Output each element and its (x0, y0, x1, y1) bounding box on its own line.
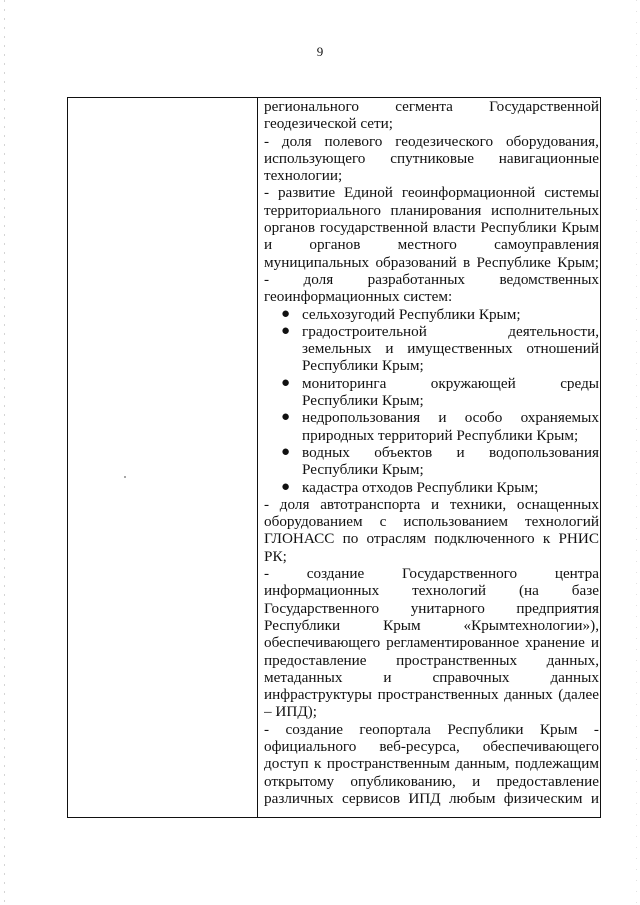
word: с (379, 513, 387, 531)
word: создание (306, 565, 365, 583)
text-line (264, 686, 599, 703)
word: автотранспорта (320, 495, 421, 513)
bullet-line (264, 479, 599, 496)
word: Республики (447, 720, 524, 738)
word: - (264, 184, 270, 202)
text-line (264, 392, 599, 409)
word: РНИС (558, 530, 599, 548)
justified-text (264, 790, 599, 807)
word: недропользования (302, 409, 421, 427)
word: - (264, 132, 270, 150)
word: данных, (546, 651, 599, 669)
text-line (264, 288, 599, 305)
word: и (430, 495, 440, 513)
word: геодезического (395, 132, 494, 150)
word: оборудованием (264, 513, 363, 531)
justified-text (264, 254, 599, 271)
line-text: геодезической сети; (264, 115, 393, 133)
line-text: Республики Крым; (302, 357, 424, 375)
word: Республики (264, 616, 341, 634)
word: деятельности, (508, 322, 599, 340)
word: хранение (525, 634, 585, 652)
word: Единой (343, 184, 393, 202)
text-line (264, 582, 599, 599)
text-line (264, 669, 599, 686)
bullet-line (264, 444, 599, 461)
bullet-icon: ● (281, 478, 291, 495)
justified-text (264, 738, 599, 755)
bullet-line (264, 375, 599, 392)
word: ИПД (408, 789, 441, 807)
word: водопользования (488, 443, 599, 461)
text-line (264, 115, 599, 132)
word: доля (303, 270, 334, 288)
word: по (342, 530, 359, 548)
text-line (264, 600, 599, 617)
justified-text (302, 409, 599, 426)
word: и (383, 668, 392, 686)
justified-text (264, 133, 599, 150)
text-line (264, 357, 599, 374)
word: разработанных (367, 270, 466, 288)
justified-text (264, 669, 599, 686)
page-number: 9 (316, 44, 324, 59)
text-line (264, 617, 599, 634)
bullet-line (264, 323, 599, 340)
text-line (264, 790, 599, 807)
word: (далее (558, 686, 599, 704)
word: Крым (539, 720, 578, 738)
justified-text (264, 686, 599, 703)
word: Республики (480, 219, 557, 237)
word: технологий (412, 582, 487, 600)
justified-text (302, 375, 599, 392)
word: самоуправления (494, 236, 599, 254)
bullet-line (264, 306, 599, 323)
word: базе (571, 582, 599, 600)
justified-text (264, 634, 599, 651)
word: метаданных (264, 668, 343, 686)
word: физическим (503, 789, 583, 807)
word: Государственной (489, 98, 599, 115)
word: - (264, 495, 270, 513)
word: предприятия (516, 599, 599, 617)
justified-text (264, 565, 599, 582)
bullet-icon: ● (281, 443, 291, 460)
column-divider (257, 98, 258, 817)
text-line (264, 236, 599, 253)
word: и (590, 634, 599, 652)
text-line (264, 513, 599, 530)
word: спутниковые (390, 149, 474, 167)
justified-text (264, 98, 599, 115)
justified-text (302, 340, 599, 357)
document-table (67, 97, 601, 818)
word: градостроительной (302, 322, 427, 340)
word: местного (397, 236, 457, 254)
word: власти (432, 219, 476, 237)
text-line (264, 254, 599, 271)
word: Крым; (557, 253, 599, 271)
line-text: Республики Крым; (302, 461, 424, 479)
word: Крым (383, 616, 421, 634)
word: образований (375, 253, 457, 271)
line-text: геоинформационных систем: (264, 288, 453, 306)
word: земельных (302, 340, 372, 358)
line-text: природных территорий Республики Крым; (302, 426, 579, 444)
justified-text (264, 184, 599, 201)
word: особо (464, 409, 503, 427)
text-line (264, 496, 599, 513)
word: государственной (319, 219, 429, 237)
word: муниципальных (264, 253, 370, 271)
scan-edge-right (636, 0, 637, 905)
word: к (314, 755, 322, 773)
line-text: кадастра отходов Республики Крым; (302, 478, 539, 496)
word: ГЛОНАСС (264, 530, 335, 548)
word: Республике (476, 253, 551, 271)
line-text: технологии; (264, 167, 343, 185)
justified-text (302, 444, 599, 461)
text-line (264, 219, 599, 236)
scan-speck (124, 476, 126, 478)
word: (на (518, 582, 539, 600)
word: официального (264, 737, 357, 755)
justified-text (264, 530, 599, 547)
word: опубликованию, (350, 772, 456, 790)
word: и (456, 443, 465, 461)
word: доступ (264, 755, 309, 773)
justified-text (264, 271, 599, 288)
word: предоставление (264, 651, 367, 669)
scan-edge-left (4, 0, 5, 905)
word: создание (285, 720, 343, 738)
word: отношений (526, 340, 599, 358)
word: отраслям (366, 530, 426, 548)
justified-text (264, 202, 599, 219)
justified-text (264, 513, 599, 530)
word: Крым (561, 219, 599, 237)
word: веб-ресурса, (379, 737, 460, 755)
bullet-line (264, 409, 599, 426)
text-line (264, 167, 599, 184)
text-line (264, 634, 599, 651)
justified-text (264, 721, 599, 738)
text-line (264, 548, 599, 565)
word: различных (264, 789, 334, 807)
word: данным, (455, 755, 510, 773)
text-line (264, 202, 599, 219)
word: и (438, 409, 447, 427)
word: к (542, 530, 551, 548)
text-line (264, 652, 599, 669)
word: доля (281, 132, 312, 150)
bullet-icon: ● (281, 409, 291, 426)
word: Государственного (264, 599, 380, 617)
word: - (264, 565, 270, 583)
bullet-icon: ● (281, 374, 291, 391)
word: подключенного (434, 530, 535, 548)
justified-text (264, 652, 599, 669)
justified-text (264, 755, 599, 772)
word: унитарного (410, 599, 485, 617)
word: справочных (432, 668, 510, 686)
word: охраняемых (520, 409, 599, 427)
text-line (264, 427, 599, 444)
word: навигационные (498, 149, 599, 167)
word: планирования (390, 201, 482, 219)
word: регламентированное (386, 634, 520, 652)
word: геопортала (359, 720, 431, 738)
word: пространственным (326, 755, 450, 773)
word: любым (448, 789, 496, 807)
table-right-cell (264, 98, 599, 807)
word: пространственных (396, 651, 518, 669)
word: водных (302, 443, 350, 461)
text-line (264, 755, 599, 772)
word: оборудования, (505, 132, 599, 150)
line-text: РК; (264, 547, 287, 565)
word: обеспечивающего (264, 634, 381, 652)
justified-text (264, 219, 599, 236)
text-line (264, 703, 599, 720)
bullet-icon: ● (281, 322, 291, 339)
justified-text (264, 617, 599, 634)
word: информационных (264, 582, 380, 600)
word: и (590, 789, 599, 807)
word: окружающей (430, 374, 516, 392)
word: оснащенных (516, 495, 599, 513)
word: техники, (449, 495, 507, 513)
bullet-icon: ● (281, 305, 291, 322)
text-line (264, 340, 599, 357)
word: использующего (264, 149, 366, 167)
word: и (264, 236, 273, 254)
word: территориального (264, 201, 381, 219)
word: - (264, 720, 270, 738)
word: среды (560, 374, 599, 392)
word: - (264, 270, 270, 288)
word: технологий (525, 513, 599, 531)
text-line (264, 738, 599, 755)
text-line (264, 184, 599, 201)
justified-text (264, 600, 599, 617)
word: геоинформационной (401, 184, 536, 202)
justified-text (264, 150, 599, 167)
justified-text (264, 496, 599, 513)
justified-text (302, 323, 599, 340)
word: пространственных (377, 686, 499, 704)
table-left-cell (68, 98, 257, 817)
word: «Крымтехнологии»), (463, 616, 599, 634)
word: открытому (264, 772, 335, 790)
word: развитие (277, 184, 336, 202)
word: Государственного (401, 565, 518, 583)
word: системы (544, 184, 599, 202)
word: сегмента (395, 98, 453, 115)
word: органов (309, 236, 361, 254)
word: данных (504, 686, 553, 704)
justified-text (264, 773, 599, 790)
word: в (463, 253, 471, 271)
word: доля (279, 495, 310, 513)
word: сервисов (341, 789, 401, 807)
word: обеспечивающего (482, 737, 599, 755)
word: инфраструктуры (264, 686, 372, 704)
word: - (593, 720, 599, 738)
text-line (264, 565, 599, 582)
word: полевого (324, 132, 383, 150)
text-line (264, 461, 599, 478)
line-text: Республики Крым; (302, 392, 424, 410)
line-text: – ИПД); (264, 703, 317, 721)
word: органов (264, 219, 316, 237)
word: исполнительных (490, 201, 599, 219)
text-line (264, 98, 599, 115)
word: имущественных (407, 340, 513, 358)
word: ведомственных (499, 270, 599, 288)
word: данных (550, 668, 599, 686)
text-line (264, 133, 599, 150)
justified-text (264, 582, 599, 599)
text-line (264, 773, 599, 790)
text-line (264, 150, 599, 167)
text-line (264, 530, 599, 547)
word: подлежащим (514, 755, 599, 773)
word: мониторинга (302, 374, 387, 392)
word: использованием (403, 513, 509, 531)
word: и (385, 340, 394, 358)
justified-text (264, 236, 599, 253)
text-line (264, 271, 599, 288)
word: центра (554, 565, 599, 583)
text-line (264, 721, 599, 738)
word: объектов (374, 443, 433, 461)
word: регионального (264, 98, 359, 115)
line-text: сельхозугодий Республики Крым; (302, 305, 521, 323)
word: и (472, 772, 481, 790)
word: предоставление (496, 772, 599, 790)
